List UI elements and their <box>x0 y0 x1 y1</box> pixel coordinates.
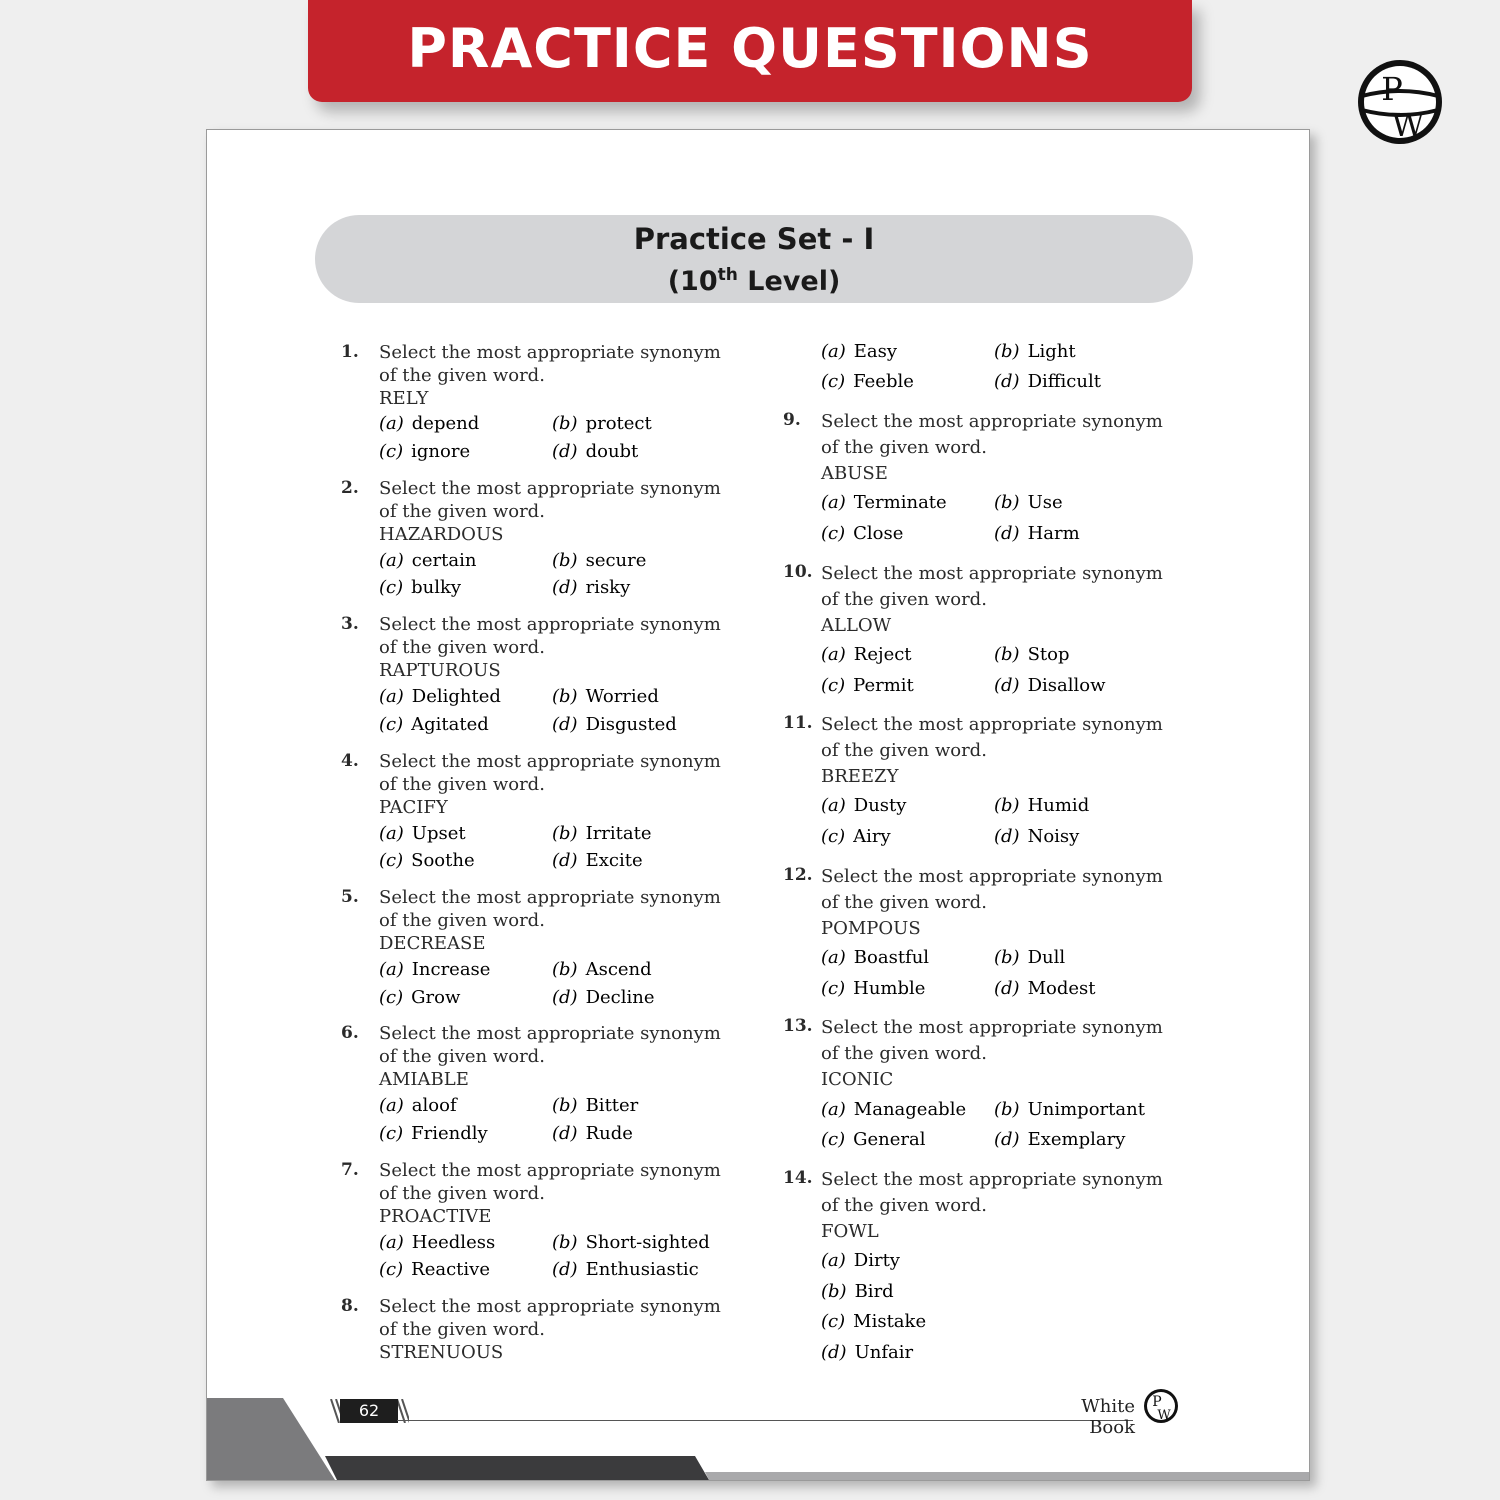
question-stem: Select the most appropriate synonym of the given word. <box>379 887 721 931</box>
option-letter: (b) <box>994 341 1020 362</box>
option-text: bulky <box>411 577 462 598</box>
option-d[interactable] <box>821 1342 913 1363</box>
question-word: ICONIC <box>821 1069 894 1090</box>
option-d[interactable] <box>994 978 1096 999</box>
option-b[interactable] <box>994 795 1089 816</box>
svg-text:P: P <box>1152 1394 1162 1410</box>
option-text: Bird <box>854 1281 894 1302</box>
option-text: Decline <box>585 987 655 1008</box>
option-letter: (a) <box>821 795 846 816</box>
option-letter: (a) <box>821 1099 846 1120</box>
option-text: Modest <box>1027 978 1096 999</box>
question-number: 5. <box>341 887 359 907</box>
option-letter: (d) <box>994 675 1020 696</box>
option-letter: (c) <box>821 1129 846 1150</box>
option-text: Short-sighted <box>585 1232 710 1253</box>
question-stem: Select the most appropriate synonym of the given word. <box>821 714 1163 761</box>
option-b[interactable] <box>552 823 652 844</box>
option-text: Unfair <box>854 1342 914 1363</box>
footer-divider <box>397 1420 1133 1421</box>
option-text: Increase <box>411 959 491 980</box>
option-letter: (d) <box>994 826 1020 847</box>
question-stem: Select the most appropriate synonym of the given word. <box>821 1017 1163 1064</box>
option-text: Irritate <box>585 823 652 844</box>
option-letter: (b) <box>994 1099 1020 1120</box>
option-d[interactable] <box>994 1129 1125 1150</box>
option-text: Worried <box>585 686 659 707</box>
option-d[interactable] <box>994 826 1079 847</box>
option-letter: (c) <box>821 978 846 999</box>
option-c[interactable] <box>821 1311 926 1332</box>
option-text: Delighted <box>411 686 501 707</box>
option-text: Agitated <box>411 714 489 735</box>
option-text: Exemplary <box>1027 1129 1126 1150</box>
question-number: 9. <box>783 410 801 430</box>
pw-small-logo-icon <box>1143 1388 1179 1424</box>
option-text: Humid <box>1027 795 1090 816</box>
option-text: Friendly <box>411 1123 488 1144</box>
question-number: 2. <box>341 478 359 498</box>
option-c[interactable] <box>379 987 460 1008</box>
option-letter: (c) <box>821 826 846 847</box>
option-c[interactable] <box>821 371 914 392</box>
option-a[interactable] <box>821 947 929 968</box>
question-word: RELY <box>379 388 429 409</box>
option-c[interactable] <box>379 1259 490 1280</box>
option-b[interactable] <box>994 1099 1145 1120</box>
option-letter: (b) <box>552 1095 578 1116</box>
option-text: ignore <box>411 441 471 462</box>
option-c[interactable] <box>379 1123 488 1144</box>
option-text: Grow <box>411 987 461 1008</box>
question-stem: Select the most appropriate synonym of the given word. <box>821 1169 1163 1216</box>
footer-brand: White Book <box>1081 1396 1135 1438</box>
option-letter: (d) <box>994 523 1020 544</box>
question-word: RAPTUROUS <box>379 660 501 681</box>
option-text: risky <box>585 577 631 598</box>
option-text: Airy <box>853 826 891 847</box>
option-letter: (a) <box>379 686 404 707</box>
option-text: Disgusted <box>585 714 677 735</box>
option-text: Dirty <box>853 1250 900 1271</box>
option-letter: (a) <box>379 550 404 571</box>
option-a[interactable] <box>379 413 479 434</box>
question-word: HAZARDOUS <box>379 524 504 545</box>
option-letter: (c) <box>821 1311 846 1332</box>
option-a[interactable] <box>821 341 897 362</box>
question-5 <box>341 886 739 955</box>
option-a[interactable] <box>379 1095 457 1116</box>
question-stem: Select the most appropriate synonym of the given word. <box>821 866 1163 913</box>
option-text: Harm <box>1027 523 1080 544</box>
option-letter: (c) <box>821 371 846 392</box>
option-d[interactable] <box>552 1123 633 1144</box>
option-b[interactable] <box>994 947 1065 968</box>
question-word: ABUSE <box>821 463 888 484</box>
option-a[interactable] <box>379 823 466 844</box>
option-letter: (d) <box>552 441 578 462</box>
option-letter: (b) <box>552 823 578 844</box>
option-d[interactable] <box>552 714 677 735</box>
option-c[interactable] <box>821 1129 926 1150</box>
option-a[interactable] <box>379 686 501 707</box>
question-number: 4. <box>341 751 359 771</box>
option-c[interactable] <box>821 826 891 847</box>
question-word: AMIABLE <box>379 1069 469 1090</box>
option-letter: (a) <box>379 823 404 844</box>
option-text: Dull <box>1027 947 1066 968</box>
question-number: 12. <box>783 865 813 885</box>
option-letter: (d) <box>552 850 578 871</box>
option-b[interactable] <box>552 1095 638 1116</box>
option-b[interactable] <box>552 550 646 571</box>
svg-text:W: W <box>1157 1408 1171 1423</box>
question-13 <box>783 1015 1181 1093</box>
question-4 <box>341 750 739 819</box>
option-text: Light <box>1027 341 1076 362</box>
question-word: POMPOUS <box>821 918 921 939</box>
question-word: PROACTIVE <box>379 1206 492 1227</box>
question-number: 3. <box>341 614 359 634</box>
page-corner-decoration <box>207 130 1309 1480</box>
option-text: Dusty <box>853 795 907 816</box>
option-letter: (d) <box>552 1123 578 1144</box>
option-b[interactable] <box>994 341 1076 362</box>
option-text: Ascend <box>585 959 652 980</box>
svg-text:P: P <box>1381 70 1403 108</box>
pw-logo-icon <box>1356 56 1444 148</box>
option-text: Stop <box>1027 644 1070 665</box>
option-letter: (b) <box>552 413 578 434</box>
question-2 <box>341 477 739 546</box>
option-letter: (c) <box>379 714 404 735</box>
option-letter: (c) <box>821 675 846 696</box>
practice-questions-banner <box>308 0 1192 102</box>
svg-text:W: W <box>1391 106 1425 144</box>
question-stem: Select the most appropriate synonym of the given word. <box>821 563 1163 610</box>
option-a[interactable] <box>821 644 912 665</box>
option-text: protect <box>585 413 652 434</box>
option-letter: (b) <box>552 959 578 980</box>
question-stem: Select the most appropriate synonym of the given word. <box>379 478 721 522</box>
option-letter: (c) <box>379 1259 404 1280</box>
question-number: 7. <box>341 1160 359 1180</box>
option-text: Humble <box>853 978 926 999</box>
question-stem: Select the most appropriate synonym of the given word. <box>379 751 721 795</box>
option-letter: (a) <box>821 341 846 362</box>
option-text: Excite <box>585 850 643 871</box>
question-stem: Select the most appropriate synonym of the given word. <box>379 614 721 658</box>
question-number: 6. <box>341 1023 359 1043</box>
option-text: Soothe <box>411 850 475 871</box>
question-number: 11. <box>783 713 813 733</box>
question-number: 1. <box>341 342 359 362</box>
question-7 <box>341 1159 739 1228</box>
practice-set-level: (10th Level) <box>667 265 841 297</box>
option-a[interactable] <box>379 959 490 980</box>
option-text: certain <box>411 550 477 571</box>
option-c[interactable] <box>379 577 461 598</box>
option-text: Terminate <box>853 492 947 513</box>
option-a[interactable] <box>379 1232 495 1253</box>
option-c[interactable] <box>379 714 489 735</box>
question-14 <box>783 1167 1181 1245</box>
option-text: Reactive <box>411 1259 490 1280</box>
option-text: Close <box>853 523 904 544</box>
option-letter: (a) <box>821 1250 846 1271</box>
practice-set-title: Practice Set - I <box>633 222 875 256</box>
option-text: Mistake <box>853 1311 927 1332</box>
question-word: FOWL <box>821 1221 879 1242</box>
option-b[interactable] <box>821 1281 894 1302</box>
option-letter: (a) <box>821 644 846 665</box>
option-d[interactable] <box>552 1259 699 1280</box>
option-letter: (b) <box>552 686 578 707</box>
page-number: 62 <box>340 1399 398 1423</box>
option-text: Noisy <box>1027 826 1080 847</box>
question-9 <box>783 409 1181 487</box>
option-text: Bitter <box>585 1095 639 1116</box>
question-1 <box>341 341 739 410</box>
question-stem: Select the most appropriate synonym of the given word. <box>379 342 721 386</box>
option-b[interactable] <box>552 686 659 707</box>
question-10 <box>783 561 1181 639</box>
option-a[interactable] <box>821 1099 966 1120</box>
option-text: Disallow <box>1027 675 1106 696</box>
option-b[interactable] <box>552 413 652 434</box>
option-text: Unimportant <box>1027 1099 1145 1120</box>
option-c[interactable] <box>379 441 470 462</box>
option-letter: (c) <box>821 523 846 544</box>
option-letter: (d) <box>994 371 1020 392</box>
option-letter: (a) <box>821 492 846 513</box>
option-letter: (c) <box>379 441 404 462</box>
question-word: BREEZY <box>821 766 899 787</box>
option-d[interactable] <box>552 577 630 598</box>
option-letter: (a) <box>821 947 846 968</box>
option-d[interactable] <box>994 371 1101 392</box>
question-stem: Select the most appropriate synonym of the given word. <box>821 411 1163 458</box>
option-text: depend <box>411 413 480 434</box>
option-d[interactable] <box>552 987 655 1008</box>
option-letter: (b) <box>994 795 1020 816</box>
option-letter: (d) <box>552 1259 578 1280</box>
option-letter: (c) <box>379 1123 404 1144</box>
option-text: General <box>853 1129 926 1150</box>
option-letter: (c) <box>379 987 404 1008</box>
option-b[interactable] <box>552 959 652 980</box>
question-number: 14. <box>783 1168 813 1188</box>
option-letter: (b) <box>821 1281 847 1302</box>
question-word: ALLOW <box>821 615 892 636</box>
book-page <box>206 129 1310 1481</box>
option-b[interactable] <box>994 492 1063 513</box>
option-b[interactable] <box>994 644 1070 665</box>
option-text: Permit <box>853 675 914 696</box>
option-d[interactable] <box>994 675 1106 696</box>
option-letter: (d) <box>552 987 578 1008</box>
option-text: Use <box>1027 492 1063 513</box>
option-text: Reject <box>853 644 912 665</box>
question-6 <box>341 1022 739 1091</box>
question-word: PACIFY <box>379 797 448 818</box>
question-stem: Select the most appropriate synonym of the given word. <box>379 1160 721 1204</box>
option-letter: (c) <box>379 577 404 598</box>
option-text: Boastful <box>853 947 930 968</box>
option-letter: (d) <box>994 1129 1020 1150</box>
option-letter: (a) <box>379 413 404 434</box>
option-c[interactable] <box>821 978 925 999</box>
option-letter: (b) <box>994 492 1020 513</box>
option-text: Easy <box>853 341 898 362</box>
option-text: Rude <box>585 1123 633 1144</box>
option-d[interactable] <box>552 850 643 871</box>
option-letter: (d) <box>821 1342 847 1363</box>
question-number: 13. <box>783 1016 813 1036</box>
option-letter: (b) <box>552 1232 578 1253</box>
option-letter: (b) <box>552 550 578 571</box>
option-text: doubt <box>585 441 639 462</box>
question-word: DECREASE <box>379 933 486 954</box>
option-a[interactable] <box>821 1250 900 1271</box>
question-12 <box>783 864 1181 942</box>
option-text: aloof <box>411 1095 457 1116</box>
option-text: Upset <box>411 823 466 844</box>
option-letter: (d) <box>552 577 578 598</box>
option-letter: (a) <box>379 1095 404 1116</box>
question-11 <box>783 712 1181 790</box>
option-text: Feeble <box>853 371 914 392</box>
option-c[interactable] <box>821 523 903 544</box>
banner-title: PRACTICE QUESTIONS <box>407 16 1093 80</box>
option-letter: (a) <box>379 959 404 980</box>
question-stem: Select the most appropriate synonym of the given word. <box>379 1296 721 1340</box>
option-c[interactable] <box>379 850 475 871</box>
option-a[interactable] <box>821 492 947 513</box>
option-d[interactable] <box>552 441 638 462</box>
question-8 <box>341 1295 739 1364</box>
option-b[interactable] <box>552 1232 710 1253</box>
option-letter: (d) <box>994 978 1020 999</box>
question-stem: Select the most appropriate synonym of the given word. <box>379 1023 721 1067</box>
question-word: STRENUOUS <box>379 1342 504 1363</box>
option-text: secure <box>585 550 647 571</box>
option-a[interactable] <box>379 550 476 571</box>
question-number: 8. <box>341 1296 359 1316</box>
question-3 <box>341 613 739 682</box>
option-letter: (a) <box>379 1232 404 1253</box>
option-text: Manageable <box>853 1099 967 1120</box>
question-number: 10. <box>783 562 813 582</box>
option-letter: (b) <box>994 947 1020 968</box>
option-text: Difficult <box>1027 371 1101 392</box>
option-d[interactable] <box>994 523 1080 544</box>
option-text: Enthusiastic <box>585 1259 699 1280</box>
option-c[interactable] <box>821 675 914 696</box>
option-text: Heedless <box>411 1232 496 1253</box>
option-letter: (d) <box>552 714 578 735</box>
option-letter: (c) <box>379 850 404 871</box>
option-letter: (b) <box>994 644 1020 665</box>
option-a[interactable] <box>821 795 906 816</box>
practice-set-header <box>315 215 1193 303</box>
